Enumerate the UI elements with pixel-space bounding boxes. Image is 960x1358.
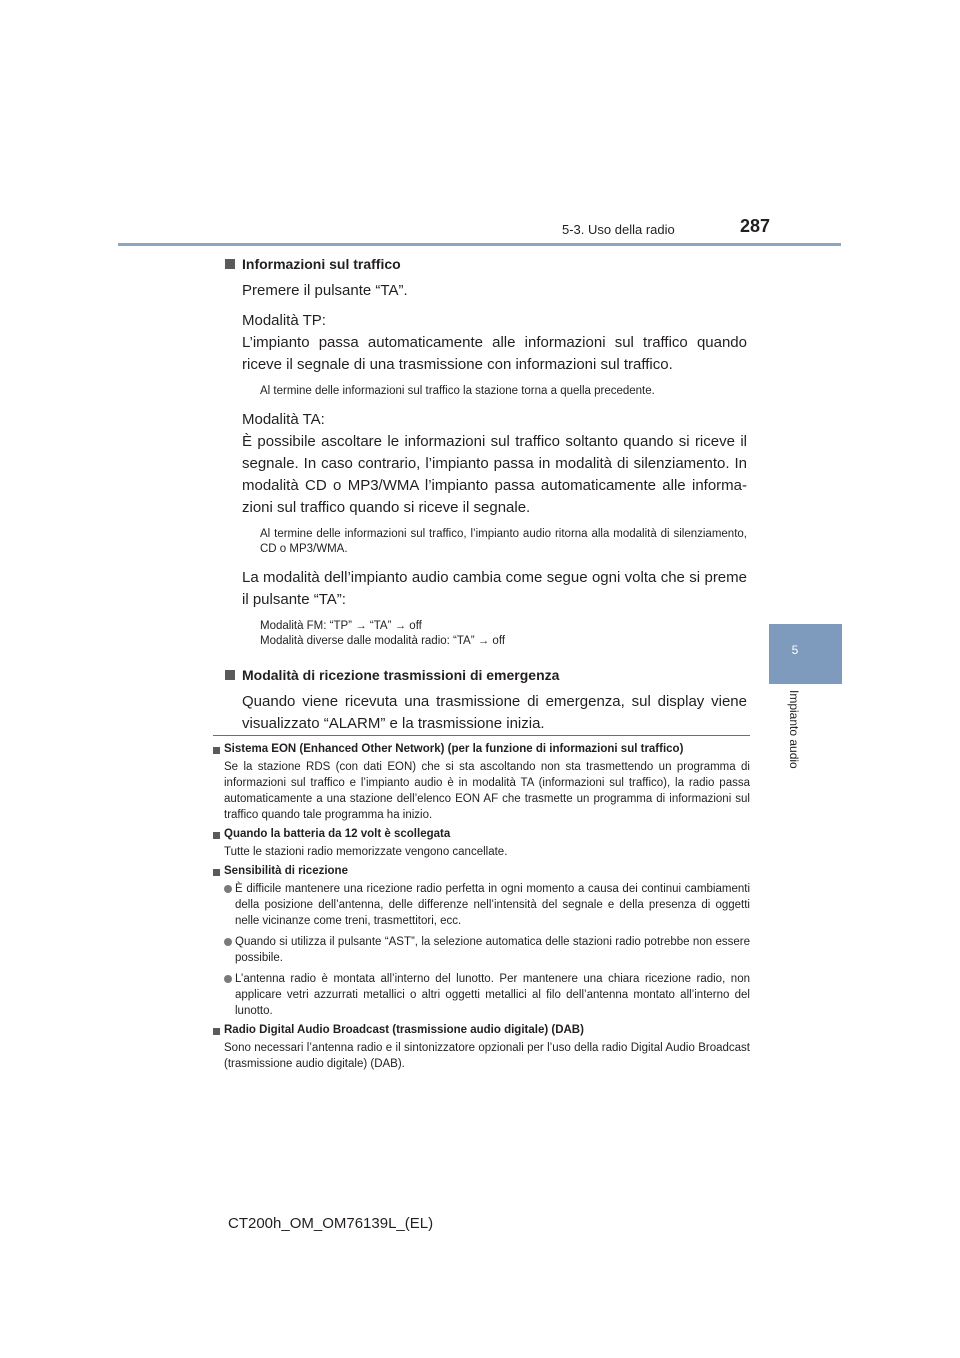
paragraph: Premere il pulsante “TA”. — [242, 282, 408, 299]
round-bullet-icon — [224, 975, 232, 983]
section-heading-traffic: Informazioni sul traffico — [225, 256, 747, 272]
chapter-label: Impianto audio — [787, 690, 801, 769]
paragraph: Quando viene ricevuta una trasmissione di emergenza, sul display viene visualizzato “ALARM” e la trasmissione inizia. — [242, 693, 747, 732]
note-heading: Sistema EON (Enhanced Other Network) (per la funzione di informazioni sul traffico) — [213, 743, 750, 755]
note-heading: Radio Digital Audio Broadcast (trasmissione audio digitale) (DAB) — [213, 1024, 750, 1036]
header-rule — [118, 243, 841, 246]
main-content — [225, 256, 747, 743]
mode-sequence: Modalità FM: “TP” → “TA” → off Modalità diverse dalle modalità radio: “TA” → off — [260, 620, 506, 647]
list-item: È difficile mantenere una ricezione radio perfetta in ogni momento a causa dei continui cambiamenti della posizione dell’antenna, delle differenze nell’intensità del segnale e della presenza di oggetti nelle vicinanze come treni, trasmettitori, ecc. — [224, 881, 750, 929]
square-bullet-icon — [213, 869, 220, 876]
note-heading: Sensibilità di ricezione — [213, 865, 750, 877]
paragraph: Modalità TP: L’impianto passa automaticamente alle informazioni sul traffico quando riceve il segnale di una trasmissione con informazioni sul traffico. — [242, 312, 747, 373]
list-item: L’antenna radio è montata all’interno del lunotto. Per mantenere una chiara ricezione radio, non applicare vetri azzurrati metallici o altri oggetti metallici al filo dell’antenna montato all’interno del lunotto. — [224, 971, 750, 1019]
square-bullet-icon — [225, 259, 235, 269]
notes-section — [213, 743, 750, 1077]
round-bullet-icon — [224, 938, 232, 946]
note-text: Al termine delle informazioni sul traffico la stazione torna a quella precedente. — [260, 385, 655, 397]
section-heading-emergency: Modalità di ricezione trasmissioni di emergenza — [225, 667, 747, 683]
paragraph: Modalità TA: È possibile ascoltare le informazioni sul traffico soltanto quando si riceve il segnale. In caso contrario, l’impianto passa in modalità di silenziamento. In modalità CD o MP3/WMA l’impianto passa automaticamente alle informazioni sul traffico quando si riceve il segnale. — [242, 411, 747, 516]
note-text: Al termine delle informazioni sul traffico, l’impianto audio ritorna alla modalità di silenziamento, CD o MP3/WMA. — [260, 528, 747, 555]
square-bullet-icon — [225, 670, 235, 680]
section-title: 5-3. Uso della radio — [562, 222, 675, 237]
note-body: Sono necessari l’antenna radio e il sintonizzatore opzionali per l’uso della radio Digital Audio Broadcast (trasmissione audio digitale) (DAB). — [224, 1042, 750, 1070]
note-heading: Quando la batteria da 12 volt è scollegata — [213, 828, 750, 840]
note-body: Se la stazione RDS (con dati EON) che si sta ascoltando non sta trasmettendo un programma di informazioni sul traffico e l’impianto audio è in modalità TA (informazioni sul traffico), la radio passa automaticamente a una stazione dell’elenco EON AF che trasmette un programma di informazioni sul traffico quando tale programma ha inizio. — [224, 761, 750, 821]
round-bullet-icon — [224, 885, 232, 893]
notes-divider — [213, 735, 750, 736]
note-body: Tutte le stazioni radio memorizzate vengono cancellate. — [224, 846, 508, 858]
page-number: 287 — [740, 216, 771, 236]
chapter-number: 5 — [791, 643, 799, 657]
chapter-tab — [769, 624, 842, 684]
paragraph: La modalità dell’impianto audio cambia come segue ogni volta che si preme il pulsante “TA”: — [242, 569, 747, 608]
square-bullet-icon — [213, 1028, 220, 1035]
square-bullet-icon — [213, 832, 220, 839]
list-item: Quando si utilizza il pulsante “AST”, la selezione automatica delle stazioni radio potrebbe non essere possibile. — [224, 934, 750, 966]
square-bullet-icon — [213, 747, 220, 754]
document-code: CT200h_OM_OM76139L_(EL) — [228, 1215, 434, 1232]
